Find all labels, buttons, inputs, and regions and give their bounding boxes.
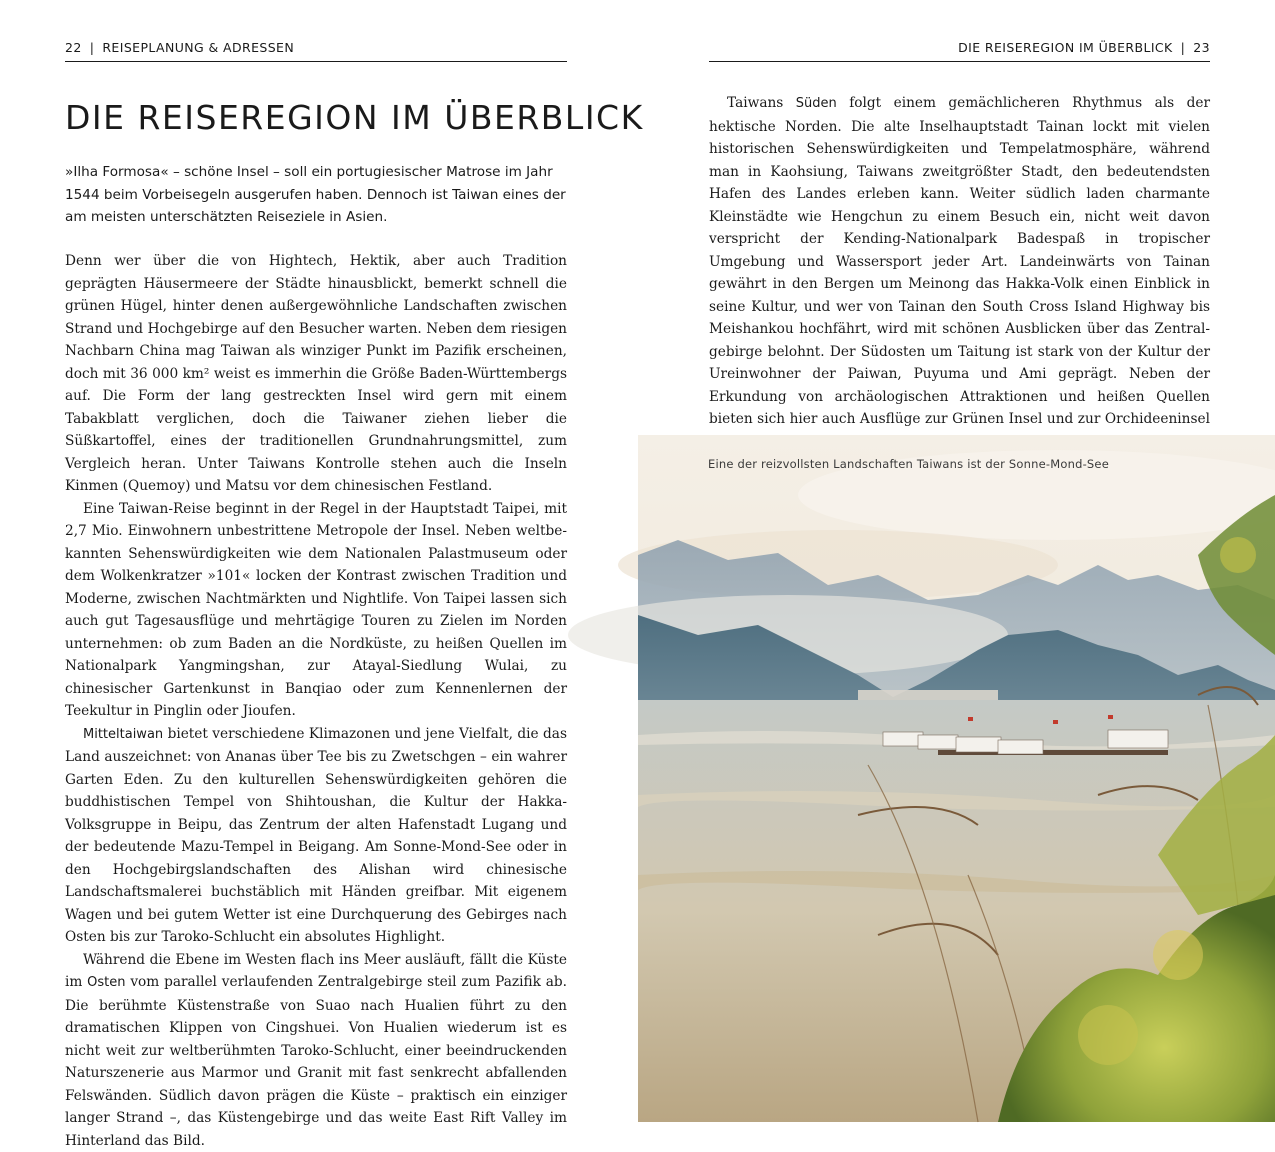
right-page — [637, 0, 1275, 1122]
paragraph-sueden-text: folgt einem gemächlicheren Rhythmus als der hektische Norden. Die alte Inselhauptstadt Tainan lockt mit vielen historischen Sehenswürdigkeiten und Tempelatmosphäre, während man in Kaohsiung, Taiwans zweitgrößter Stadt, den bedeutendsten Hafen des Landes erleben kann. Weiter südlich laden charmante Kleinstädte wie Hengchun zu einem Besuch ein, nicht weit davon verspricht der Kending-Nationalpark Badespaß in tropischer Umgebung und Wassersport jeder Art. Landeinwärts von Tainan gewährt in den Bergen um Meinong das Hakka-Volk einen Einblick in seine Kultur, und wer von Tainan den South Cross Island Highway bis Meishankou hochfährt, wird mit schönen Ausblicken über das Zentralgebirge belohnt. Der Südosten um Taitung ist stark von der Kultur der Ureinwohner der Paiwan, Puyuma und Ami geprägt. Neben der Erkundung von archäologischen Attraktionen und heißen Quellen bieten sich hier auch Ausflüge zur Grünen Insel und zur Orchideeninsel — [709, 95, 1210, 450]
paragraph-intro: Denn wer über die von Hightech, Hektik, aber auch Tradition geprägten Häusermeere der Städte hinausblickt, bemerkt schnell die grünen Hügel, hinter denen außergewöhnliche Landschaften zwischen Strand und Hochgebirge auf den Besucher warten. Neben dem riesigen Nachbarn China mag Taiwan als winziger Punkt im Pazifik erscheinen, doch mit 36 000 km² weist es immerhin die Größe Baden-Württembergs auf. Die Form der lang gestreckten Insel wird gern mit einem Tabakblatt verglichen, doch die Taiwaner ziehen lieber die Süßkartoffel, eines der traditionellen Grundnahrungsmittel, zum Vergleich heran. Unter Taiwans Kontrolle stehen auch die Inseln Kinmen (Quemoy) und Matsu vor dem chinesischen Festland. — [65, 250, 567, 498]
lead-paragraph: »Ilha Formosa« – schöne Insel – soll ein portugiesischer Matrose im Jahr 1544 beim Vorbeisegeln ausgerufen haben. Dennoch ist Taiwan eines der am meisten unterschätzten Reiseziele in Asien. — [65, 161, 567, 229]
left-body-text — [65, 250, 567, 1152]
paragraph-sueden — [709, 92, 1210, 453]
left-header-separator: | — [90, 40, 95, 55]
left-page-number: 22 — [65, 40, 82, 55]
paragraph-osten-text: vom parallel verlaufenden Zentralgebirge steil zum Pazifik ab. Die berühmte Küstenstraße von Suao nach Hualien führt zu den dramatischen Klippen von Cingshuei. Von Hualien wiederum ist es nicht weit zur weltberühmten Taroko-Schlucht, einer beeindruckenden Naturszenerie aus Marmor und Granit mit fast senkrecht abfallenden Felswänden. Südlich davon prägen die Küste – praktisch ein einziger langer Strand –, das Küstengebirge und das weite East Rift Valley im Hinterland das Bild. — [65, 974, 567, 1149]
paragraph-sueden-start: Taiwans — [727, 95, 796, 111]
paragraph-osten-start: Während die Ebene im Westen flach ins Meer ausläuft, fällt die Küste im — [65, 952, 567, 991]
photo-caption: Eine der reizvollsten Landschaften Taiwans ist der Sonne-Mond-See — [708, 457, 1109, 471]
right-header-section: DIE REISEREGION IM ÜBERBLICK — [958, 40, 1173, 55]
paragraph-taipei: Eine Taiwan-Reise beginnt in der Regel in der Hauptstadt Taipei, mit 2,7 Mio. Einwohnern unbestrittene Metropole der Insel. Neben weltbekannten Sehenswürdigkeiten wie dem Nationalen Palastmuseum oder dem Wolkenkratzer »101« locken der Kontrast zwischen Tradition und Moderne, zwischen Nachtmärkten und Nightlife. Von Taipei lassen sich auch gut Tagesausflüge und mehrtägige Touren zu Zielen im Norden unternehmen: ob zum Baden an die Nordküste, zu heißen Quellen im Nationalpark Yangmingshan, zur Atayal-Siedlung Wulai, zu chinesischer Gartenkunst in Banqiao oder zum Kennenlernen der Teekultur in Pinglin oder Jioufen. — [65, 498, 567, 723]
keyword-mitteltaiwan: Mitteltaiwan — [83, 727, 163, 742]
right-page-number: 23 — [1193, 40, 1210, 55]
right-header-separator: | — [1181, 40, 1186, 55]
paragraph-mitteltaiwan-text: bietet verschiedene Klimazonen und jene Vielfalt, die das Land auszeichnet: von Ananas über Tee bis zu Zwetschgen – ein wahrer Garten Eden. Zu den kulturellen Sehenswürdigkeiten gehören die buddhistischen Tempel von Shihtoushan, die Kultur der Hakka-Volksgruppe in Beipu, das Zentrum der alten Hafenstadt Lugang und der bedeutende Mazu-Tempel in Beigang. Am Sonne-Mond-See oder in den Hochgebirgslandschaften des Alishan wird chinesische Landschaftsmalerei buchstäblich mit Händen greifbar. Mit eigenem Wagen und bei gutem Wetter ist eine Durchquerung des Gebirges nach Osten bis zur Taroko-Schlucht ein absolutes Highlight. — [65, 726, 567, 946]
keyword-sueden: Süden — [796, 96, 837, 111]
left-header-section: REISEPLANUNG & ADRESSEN — [102, 40, 294, 55]
left-page — [0, 0, 637, 1122]
paragraph-osten — [65, 949, 567, 1152]
right-running-head — [709, 40, 1210, 62]
paragraph-mitteltaiwan — [65, 723, 567, 949]
left-running-head — [65, 40, 567, 62]
lake-landscape-photo — [638, 435, 1275, 1122]
page-title: DIE REISEREGION IM ÜBERBLICK — [65, 96, 585, 140]
keyword-osten: Osten — [87, 975, 125, 990]
